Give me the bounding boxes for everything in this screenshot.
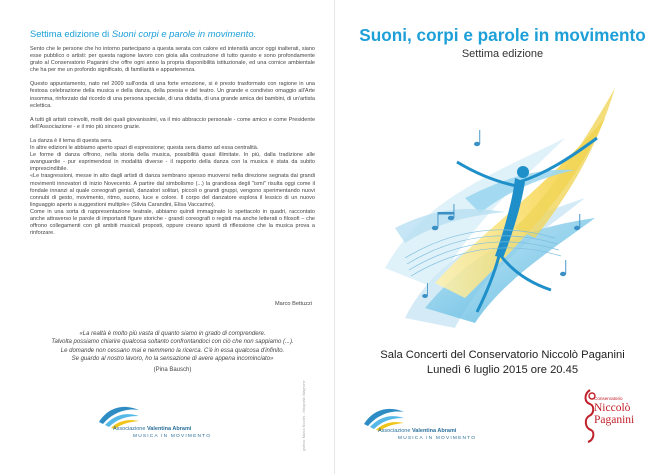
dance-line-theme: La danza è il tema di questa sera.	[30, 137, 113, 144]
association-prefix: Associazione	[113, 426, 147, 432]
heading-prefix: Settima edizione di	[30, 28, 112, 39]
left-heading	[30, 28, 320, 40]
association-logo-left	[95, 400, 255, 440]
association-name-bold: Valentina Abrami	[146, 426, 192, 432]
quote-line: Le domande non cessano mai e nemmeno la ricerca. C'è in essa qualcosa d'infinito.	[60, 347, 285, 354]
pina-bausch-quote	[40, 330, 305, 374]
cover-title: Suoni, corpi e parole in movimento	[359, 25, 646, 45]
signature: Marco Bettuzzi	[275, 301, 312, 307]
credit-text: grafica: Marco Nicolini - fotografia: Magnone	[302, 380, 306, 451]
quote-line: «La realtà è molto più vasta di quanto siamo in grado di comprendere.	[79, 331, 266, 337]
event-venue: Sala Concerti del Conservatorio Niccolò Paganini	[380, 349, 625, 361]
dance-line-program: Come in una sorta di rappresentazione teatrale, abbiamo quindi immaginato lo spettacolo in quadri, raccontato anche attraverso le parole di importanti figure storiche - grandi coreografi o registi ma anche letterati o filosofi – che offrono collegamenti con gli ambiti musicali proposti, oppure creano spunti di riflessione che la musica prova a rinforzare.	[30, 208, 315, 237]
dance-line-centrality: In altre edizioni le abbiamo aperto spazi di espressione; questa sera diamo ad essa centralità.	[30, 145, 259, 152]
quote-line: Se guardo al nostro lavoro, ho la sensazione di avere appena incominciato»	[71, 356, 274, 363]
association-logo-right	[360, 402, 520, 442]
association-name	[378, 428, 456, 434]
dancer-artwork	[365, 78, 625, 343]
cover-subtitle: Settima edizione	[461, 48, 544, 60]
quote-author: (Pina Bausch)	[153, 366, 192, 373]
heading-title: Suoni corpi e parole in movimento.	[111, 28, 257, 39]
association-motto: MUSICA IN MOVIMENTO	[133, 434, 212, 439]
conservatory-label: Conservatorio	[594, 396, 623, 401]
event-date: Lunedì 6 luglio 2015 ore 20.45	[426, 364, 579, 376]
quote-line: Talvolta possiamo chiarire qualcosa soltanto confrontandoci con ciò che non sappiamo (...).	[51, 339, 294, 346]
left-page	[0, 0, 334, 474]
association-name-bold: Valentina Abrami	[411, 428, 457, 434]
event-info	[335, 348, 670, 378]
paragraph-thanks: A tutti gli artisti coinvolti, molti dei quali giovanissimi, va il mio abbraccio personale - come amico e come Presidente dell'Associazione - e il mio più sincero grazie.	[30, 116, 315, 130]
conservatory-name-last: Paganini	[594, 414, 635, 426]
association-motto: MUSICA IN MOVIMENTO	[398, 436, 477, 441]
conservatory-logo	[580, 388, 660, 448]
dance-line-citation: «Le trasgressioni, messe in atto dagli artisti di danza sembrano spesso muoversi nella direzione segnata dai grandi movimenti innovatori di inizio Novecento. A partire dal simbolismo (...) la grandiosa degli "ismi" risulta oggi come il fondale innanzi al quale coreografi geniali, danzatori solitari, piccoli o grandi gruppi, vengono sperimentando nuovi connubi di gesto, movimento, ritmo, suono, luce e colore. Il corpo del danzatore esplora il lessico di un nuovo linguaggio aperto a suggestioni multiple» (Silvia Carandini, Elisa Vaccarino).	[30, 173, 315, 208]
presentation-text	[30, 46, 315, 237]
association-prefix: Associazione	[378, 428, 412, 434]
paragraph-history: Questo appuntamento, nato nel 2009 sull'onda di una forte emozione, si è presto trasformato con ragione in una festosa celebrazione della musica e della danza, della poesia e del teatro. Un grande e condiviso omaggio all'Arte insomma, rinforzato dal ricordo di una persona speciale, di una didatta, di una grande amica dei bambini, di un'artista eclettica.	[30, 81, 315, 109]
design-credit	[302, 380, 312, 455]
cover-page	[335, 0, 670, 474]
association-name	[113, 426, 191, 432]
paragraph-intro: Sento che le persone che ho intorno partecipano a questa serata con calore ed intensità ancor oggi inalterati, siano esse pubblico o artisti: per questa ragione lavoro con gioia alla costruzione di tutto questo e sono profondamente grato al Conservatorio Paganini che offre ogni anno la propria disponibilità istituzionale, ed una cornice ambientale che ha per me un profondo significato, di familiarità e appartenenza.	[30, 46, 315, 74]
dance-line-forms: Le forme di danza offrono, nella storia della musica, possibilità quasi illimitate. In più, dalla tradizione alle avanguardie - pur esprimendosi in modalità diverse - il rapporto della danza con la musica è stata da subito imprescindibile.	[30, 152, 315, 173]
conservatory-name-first: Niccolò	[594, 402, 631, 414]
